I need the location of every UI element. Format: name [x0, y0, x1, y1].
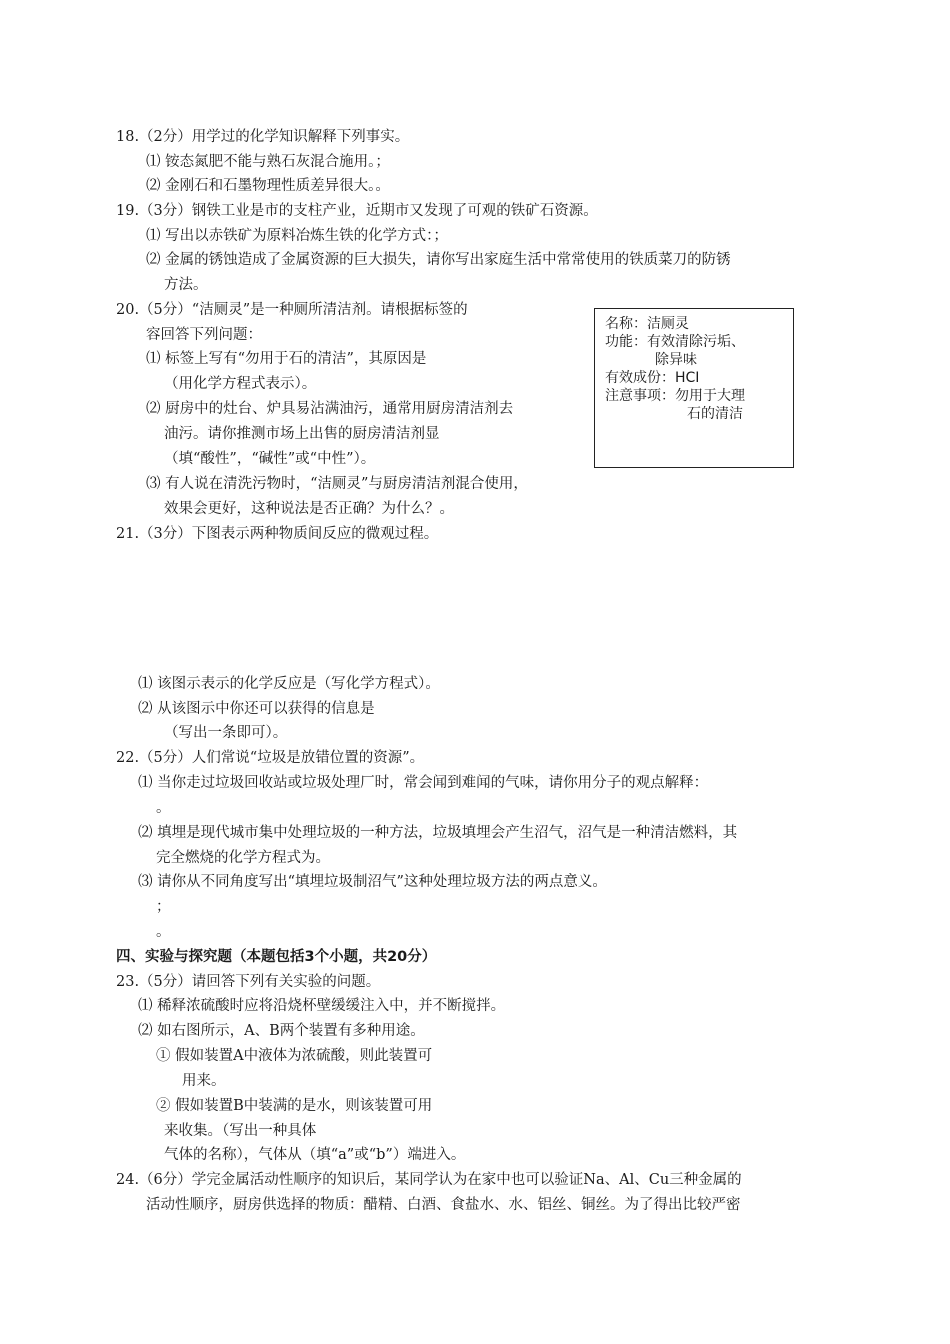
q20-part1-line2: （用化学方程式表示）。: [164, 376, 317, 392]
label-note: 注意事项：勿用于大理: [605, 388, 745, 404]
q18-part2: ⑵ 金刚石和石墨物理性质差异很大。。: [146, 178, 390, 194]
q20-part2-line3: （填“酸性”，“碱性”或“中性”）。: [164, 451, 376, 467]
q18-part1: ⑴ 铵态氮肥不能与熟石灰混合施用。；: [146, 154, 390, 170]
q22-part2-line2: 完全燃烧的化学方程式为。: [156, 850, 330, 866]
q20-part2-line1: ⑵ 厨房中的灶台、炉具易沾满油污，通常用厨房清洁剂去: [146, 401, 514, 417]
q23-sub2-line2: 来收集。（写出一种具体: [164, 1123, 317, 1139]
q20-part2-line2: 油污。请你推测市场上出售的厨房清洁剂显: [164, 426, 440, 442]
q23-sub1-line2: 用来。: [182, 1073, 226, 1089]
section4-heading: 四、实验与探究题（本题包括3个小题，共20分）: [116, 949, 437, 965]
q24-title: 24.（6分）学完金属活动性顺序的知识后，某同学认为在家中也可以验证Na、Al、Cu三种金属的: [116, 1172, 742, 1188]
q20-part3-line2: 效果会更好，这种说法是否正确？为什么？。: [164, 501, 454, 517]
q21-part2-line1: ⑵ 从该图示中你还可以获得的信息是: [138, 701, 375, 717]
q19-part2-line1: ⑵ 金属的锈蚀造成了金属资源的巨大损失，请你写出家庭生活中常常使用的铁质菜刀的防锈: [146, 252, 731, 268]
q23-sub1-line1: ① 假如装置A中液体为浓硫酸，则此装置可: [156, 1048, 433, 1064]
label-function-cont: 除异味: [655, 352, 697, 368]
q24-line2: 活动性顺序，厨房供选择的物质：醋精、白酒、食盐水、水、铝丝、铜丝。为了得出比较严密: [146, 1197, 741, 1213]
label-name: 名称：洁厕灵: [605, 316, 689, 332]
q20-title: 20.（5分）“洁厕灵”是一种厕所清洁剂。请根据标签的: [116, 302, 468, 318]
label-note-cont: 石的清洁: [687, 406, 743, 422]
q23-sub2-line3: 气体的名称），气体从（填“a”或“b”）端进入。: [164, 1147, 466, 1163]
q19-part1: ⑴ 写出以赤铁矿为原料冶炼生铁的化学方式：；: [146, 228, 448, 244]
q22-part3-line2: ；: [156, 899, 171, 915]
q22-part3-line3: 。: [156, 924, 171, 940]
q20-part1-line1: ⑴ 标签上写有“勿用于石的清洁”，其原因是: [146, 351, 427, 367]
q23-part1: ⑴ 稀释浓硫酸时应将沿烧杯壁缓缓注入中，并不断搅拌。: [138, 998, 506, 1014]
q21-part1: ⑴ 该图示表示的化学反应是（写化学方程式）。: [138, 676, 440, 692]
q22-title: 22.（5分）人们常说“垃圾是放错位置的资源”。: [116, 750, 425, 766]
q19-title: 19.（3分）钢铁工业是市的支柱产业，近期市又发现了可观的铁矿石资源。: [116, 203, 598, 219]
q21-title: 21.（3分）下图表示两种物质间反应的微观过程。: [116, 526, 439, 542]
q19-part2-line2: 方法。: [164, 277, 208, 293]
product-label-box: [594, 308, 794, 468]
q23-part2: ⑵ 如右图所示，A、B两个装置有多种用途。: [138, 1023, 425, 1039]
q21-part2-line2: （写出一条即可）。: [164, 725, 288, 741]
q22-part1-line2: 。: [156, 800, 171, 816]
q23-title: 23.（5分）请回答下列有关实验的问题。: [116, 974, 381, 990]
q23-sub2-line1: ② 假如装置B中装满的是水，则该装置可用: [156, 1098, 433, 1114]
q20-title-line2: 容回答下列问题：: [146, 327, 262, 343]
label-function: 功能：有效清除污垢、: [605, 334, 745, 350]
q22-part1-line1: ⑴ 当你走过垃圾回收站或垃圾处理厂时，常会闻到难闻的气味，请你用分子的观点解释：: [138, 775, 709, 791]
q22-part3: ⑶ 请你从不同角度写出“填埋垃圾制沼气”这种处理垃圾方法的两点意义。: [138, 874, 607, 890]
q22-part2-line1: ⑵ 填埋是现代城市集中处理垃圾的一种方法，垃圾填埋会产生沼气，沼气是一种清洁燃料，其: [138, 825, 738, 841]
label-ingredient: 有效成份：HCI: [605, 370, 700, 386]
q18-title: 18.（2分）用学过的化学知识解释下列事实。: [116, 129, 410, 145]
q20-part3-line1: ⑶ 有人说在清洗污物时，“洁厕灵”与厨房清洁剂混合使用，: [146, 476, 528, 492]
